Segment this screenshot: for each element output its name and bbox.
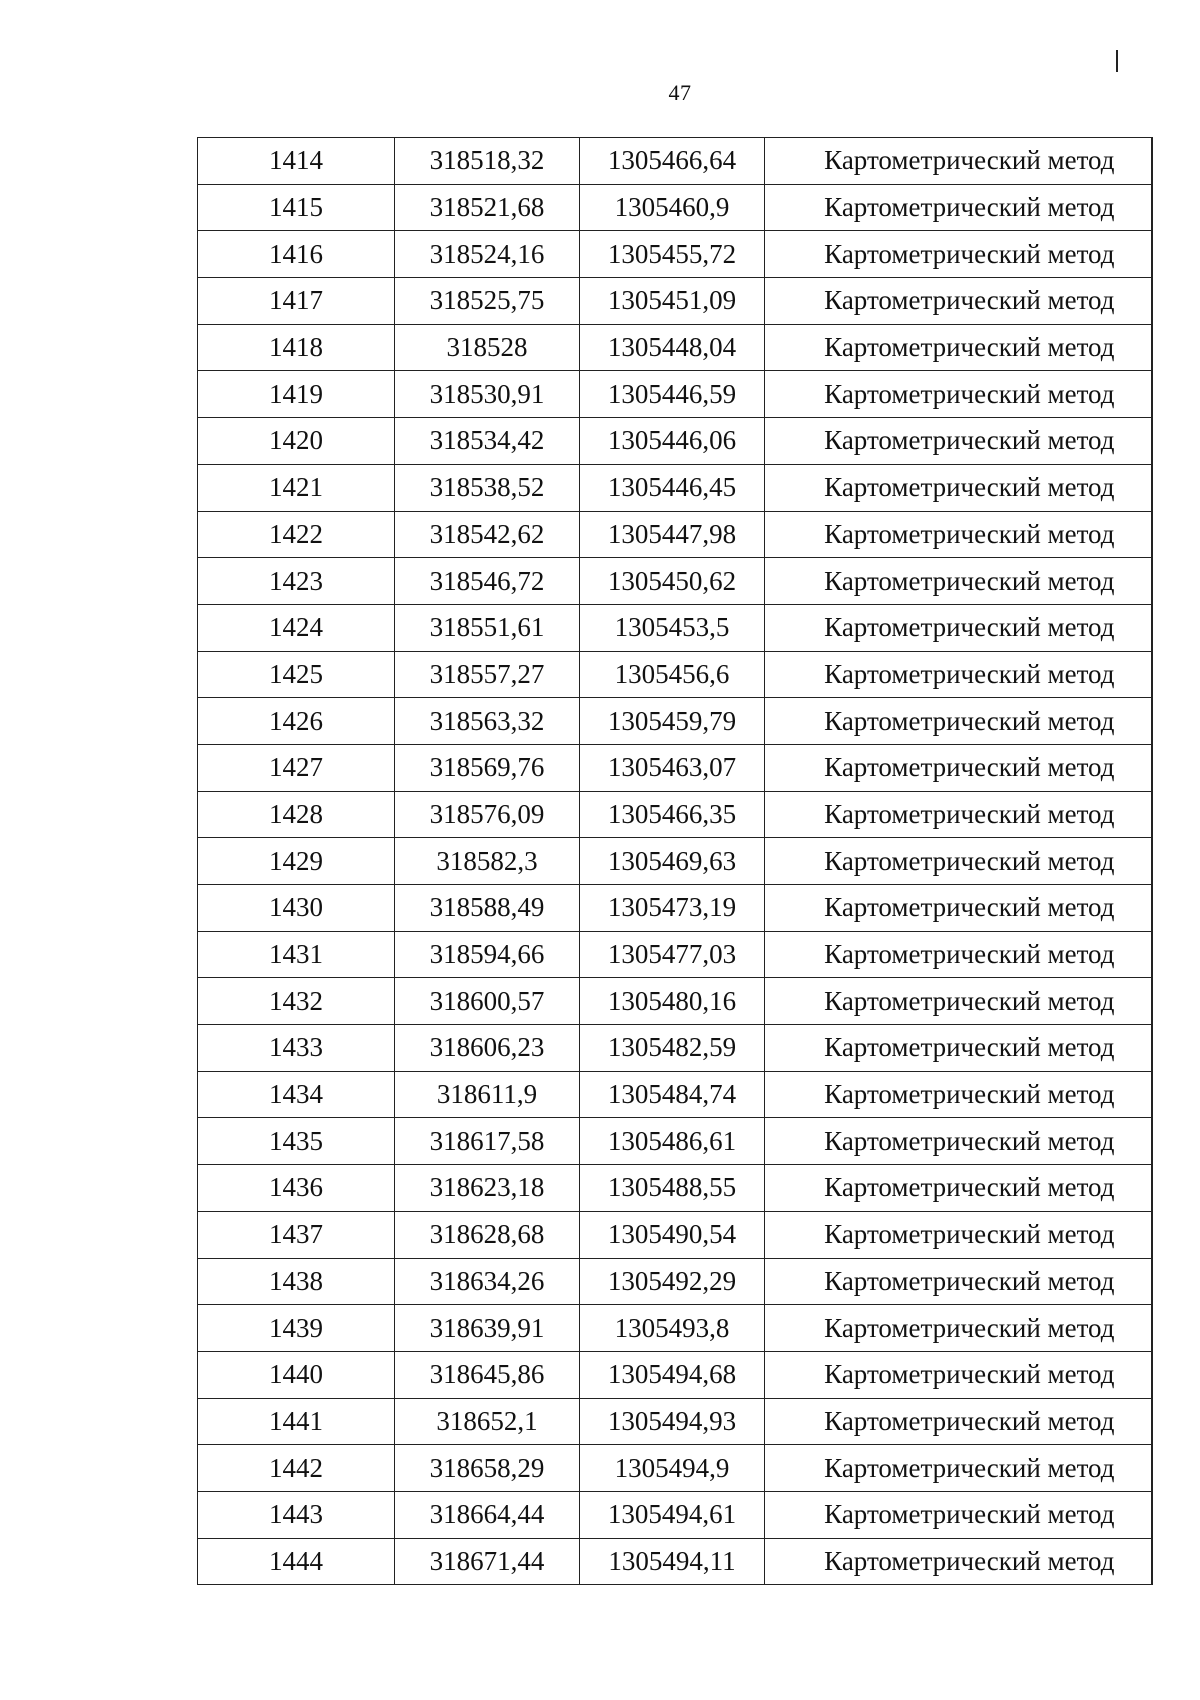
table-row <box>198 604 1152 651</box>
cell-y-coordinate: 1305448,04 <box>580 324 765 371</box>
cell-method: Картометрический метод <box>765 931 1152 978</box>
table-row <box>198 464 1152 511</box>
cell-x-coordinate: 318582,3 <box>395 838 580 885</box>
table-row <box>198 1398 1152 1445</box>
cell-x-coordinate: 318528 <box>395 324 580 371</box>
cell-point-number: 1440 <box>198 1351 395 1398</box>
table-row <box>198 1538 1152 1585</box>
cell-x-coordinate: 318546,72 <box>395 558 580 605</box>
cell-method: Картометрический метод <box>765 651 1152 698</box>
table-row <box>198 1118 1152 1165</box>
cell-x-coordinate: 318524,16 <box>395 231 580 278</box>
cell-method: Картометрический метод <box>765 1258 1152 1305</box>
cell-x-coordinate: 318563,32 <box>395 698 580 745</box>
cell-y-coordinate: 1305451,09 <box>580 278 765 325</box>
cell-y-coordinate: 1305455,72 <box>580 231 765 278</box>
cell-x-coordinate: 318594,66 <box>395 931 580 978</box>
cell-method: Картометрический метод <box>765 1398 1152 1445</box>
cell-y-coordinate: 1305486,61 <box>580 1118 765 1165</box>
cell-point-number: 1430 <box>198 885 395 932</box>
cell-point-number: 1437 <box>198 1211 395 1258</box>
cell-x-coordinate: 318521,68 <box>395 184 580 231</box>
cell-method: Картометрический метод <box>765 791 1152 838</box>
table-row <box>198 885 1152 932</box>
cell-y-coordinate: 1305480,16 <box>580 978 765 1025</box>
cell-x-coordinate: 318634,26 <box>395 1258 580 1305</box>
cell-point-number: 1432 <box>198 978 395 1025</box>
cell-method: Картометрический метод <box>765 1165 1152 1212</box>
cell-point-number: 1438 <box>198 1258 395 1305</box>
table-row <box>198 1258 1152 1305</box>
page-number: 47 <box>668 80 692 105</box>
cell-point-number: 1428 <box>198 791 395 838</box>
cell-point-number: 1433 <box>198 1025 395 1072</box>
table-row <box>198 744 1152 791</box>
cell-y-coordinate: 1305456,6 <box>580 651 765 698</box>
table-row <box>198 1165 1152 1212</box>
cell-method: Картометрический метод <box>765 978 1152 1025</box>
cell-method: Картометрический метод <box>765 1351 1152 1398</box>
table-row <box>198 278 1152 325</box>
table-row <box>198 558 1152 605</box>
cell-y-coordinate: 1305463,07 <box>580 744 765 791</box>
table-row <box>198 324 1152 371</box>
cell-x-coordinate: 318652,1 <box>395 1398 580 1445</box>
cell-y-coordinate: 1305450,62 <box>580 558 765 605</box>
cell-y-coordinate: 1305494,93 <box>580 1398 765 1445</box>
cell-x-coordinate: 318628,68 <box>395 1211 580 1258</box>
cell-x-coordinate: 318576,09 <box>395 791 580 838</box>
cell-x-coordinate: 318538,52 <box>395 464 580 511</box>
cell-point-number: 1442 <box>198 1445 395 1492</box>
cell-method: Картометрический метод <box>765 1071 1152 1118</box>
coordinates-table-wrapper <box>197 137 1153 1585</box>
table-row <box>198 1025 1152 1072</box>
cell-y-coordinate: 1305466,64 <box>580 138 765 185</box>
cell-x-coordinate: 318557,27 <box>395 651 580 698</box>
cell-point-number: 1435 <box>198 1118 395 1165</box>
table-row <box>198 1305 1152 1352</box>
cell-method: Картометрический метод <box>765 744 1152 791</box>
table-body <box>198 138 1152 1585</box>
cell-x-coordinate: 318534,42 <box>395 418 580 465</box>
cell-point-number: 1434 <box>198 1071 395 1118</box>
table-row <box>198 931 1152 978</box>
cell-x-coordinate: 318551,61 <box>395 604 580 651</box>
cell-y-coordinate: 1305453,5 <box>580 604 765 651</box>
margin-mark <box>1116 50 1118 72</box>
cell-point-number: 1431 <box>198 931 395 978</box>
cell-point-number: 1414 <box>198 138 395 185</box>
cell-y-coordinate: 1305493,8 <box>580 1305 765 1352</box>
cell-method: Картометрический метод <box>765 138 1152 185</box>
cell-x-coordinate: 318518,32 <box>395 138 580 185</box>
cell-x-coordinate: 318645,86 <box>395 1351 580 1398</box>
cell-x-coordinate: 318611,9 <box>395 1071 580 1118</box>
table-row <box>198 838 1152 885</box>
cell-y-coordinate: 1305446,59 <box>580 371 765 418</box>
table-row <box>198 138 1152 185</box>
table-row <box>198 371 1152 418</box>
cell-point-number: 1426 <box>198 698 395 745</box>
table-row <box>198 1071 1152 1118</box>
cell-y-coordinate: 1305466,35 <box>580 791 765 838</box>
cell-x-coordinate: 318606,23 <box>395 1025 580 1072</box>
cell-x-coordinate: 318623,18 <box>395 1165 580 1212</box>
table-row <box>198 184 1152 231</box>
table-row <box>198 1351 1152 1398</box>
cell-method: Картометрический метод <box>765 1211 1152 1258</box>
cell-method: Картометрический метод <box>765 1538 1152 1585</box>
cell-point-number: 1416 <box>198 231 395 278</box>
cell-method: Картометрический метод <box>765 604 1152 651</box>
cell-y-coordinate: 1305494,9 <box>580 1445 765 1492</box>
cell-y-coordinate: 1305482,59 <box>580 1025 765 1072</box>
cell-method: Картометрический метод <box>765 1025 1152 1072</box>
cell-y-coordinate: 1305494,61 <box>580 1491 765 1538</box>
cell-method: Картометрический метод <box>765 324 1152 371</box>
cell-x-coordinate: 318530,91 <box>395 371 580 418</box>
table-row <box>198 791 1152 838</box>
cell-y-coordinate: 1305460,9 <box>580 184 765 231</box>
cell-point-number: 1420 <box>198 418 395 465</box>
cell-method: Картометрический метод <box>765 231 1152 278</box>
cell-point-number: 1417 <box>198 278 395 325</box>
cell-x-coordinate: 318639,91 <box>395 1305 580 1352</box>
cell-x-coordinate: 318617,58 <box>395 1118 580 1165</box>
cell-y-coordinate: 1305484,74 <box>580 1071 765 1118</box>
cell-point-number: 1424 <box>198 604 395 651</box>
table-row <box>198 1491 1152 1538</box>
cell-x-coordinate: 318542,62 <box>395 511 580 558</box>
table-row <box>198 511 1152 558</box>
cell-point-number: 1439 <box>198 1305 395 1352</box>
coordinates-table <box>197 137 1153 1585</box>
cell-x-coordinate: 318525,75 <box>395 278 580 325</box>
cell-method: Картометрический метод <box>765 838 1152 885</box>
cell-y-coordinate: 1305473,19 <box>580 885 765 932</box>
cell-method: Картометрический метод <box>765 1491 1152 1538</box>
table-row <box>198 1445 1152 1492</box>
cell-point-number: 1441 <box>198 1398 395 1445</box>
table-row <box>198 1211 1152 1258</box>
table-row <box>198 651 1152 698</box>
cell-method: Картометрический метод <box>765 464 1152 511</box>
cell-point-number: 1427 <box>198 744 395 791</box>
cell-point-number: 1422 <box>198 511 395 558</box>
cell-method: Картометрический метод <box>765 418 1152 465</box>
cell-x-coordinate: 318671,44 <box>395 1538 580 1585</box>
cell-point-number: 1419 <box>198 371 395 418</box>
cell-y-coordinate: 1305477,03 <box>580 931 765 978</box>
cell-method: Картометрический метод <box>765 885 1152 932</box>
table-row <box>198 418 1152 465</box>
cell-y-coordinate: 1305492,29 <box>580 1258 765 1305</box>
table-row <box>198 231 1152 278</box>
cell-x-coordinate: 318658,29 <box>395 1445 580 1492</box>
cell-y-coordinate: 1305490,54 <box>580 1211 765 1258</box>
cell-point-number: 1436 <box>198 1165 395 1212</box>
cell-x-coordinate: 318600,57 <box>395 978 580 1025</box>
cell-point-number: 1429 <box>198 838 395 885</box>
cell-point-number: 1425 <box>198 651 395 698</box>
cell-point-number: 1443 <box>198 1491 395 1538</box>
cell-y-coordinate: 1305494,11 <box>580 1538 765 1585</box>
cell-y-coordinate: 1305447,98 <box>580 511 765 558</box>
cell-x-coordinate: 318588,49 <box>395 885 580 932</box>
cell-method: Картометрический метод <box>765 1118 1152 1165</box>
cell-y-coordinate: 1305469,63 <box>580 838 765 885</box>
cell-x-coordinate: 318664,44 <box>395 1491 580 1538</box>
cell-method: Картометрический метод <box>765 558 1152 605</box>
cell-method: Картометрический метод <box>765 1445 1152 1492</box>
cell-point-number: 1423 <box>198 558 395 605</box>
cell-method: Картометрический метод <box>765 278 1152 325</box>
table-row <box>198 978 1152 1025</box>
cell-x-coordinate: 318569,76 <box>395 744 580 791</box>
cell-method: Картометрический метод <box>765 371 1152 418</box>
cell-y-coordinate: 1305494,68 <box>580 1351 765 1398</box>
cell-method: Картометрический метод <box>765 184 1152 231</box>
table-row <box>198 698 1152 745</box>
cell-point-number: 1421 <box>198 464 395 511</box>
cell-point-number: 1418 <box>198 324 395 371</box>
cell-y-coordinate: 1305446,45 <box>580 464 765 511</box>
cell-method: Картометрический метод <box>765 1305 1152 1352</box>
cell-y-coordinate: 1305488,55 <box>580 1165 765 1212</box>
cell-method: Картометрический метод <box>765 698 1152 745</box>
cell-y-coordinate: 1305459,79 <box>580 698 765 745</box>
cell-method: Картометрический метод <box>765 511 1152 558</box>
cell-point-number: 1444 <box>198 1538 395 1585</box>
cell-y-coordinate: 1305446,06 <box>580 418 765 465</box>
cell-point-number: 1415 <box>198 184 395 231</box>
